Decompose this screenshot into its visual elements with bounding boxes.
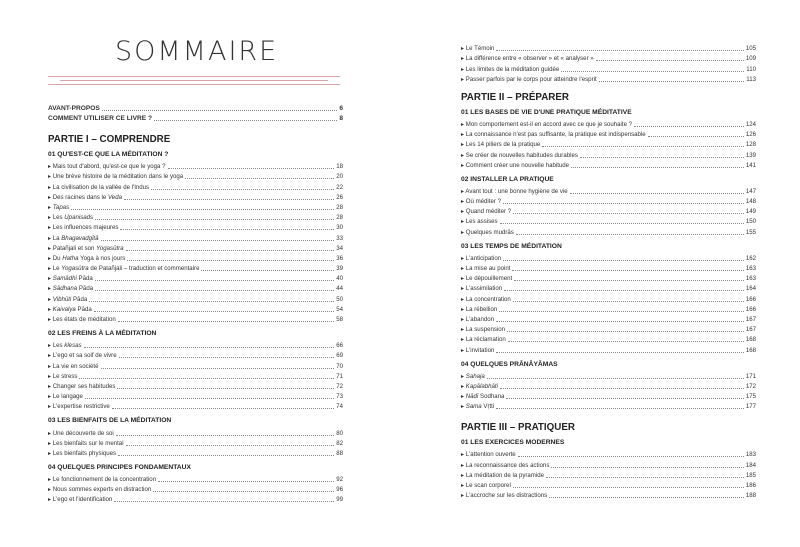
toc-entry[interactable] [461, 160, 756, 170]
dot-leader [561, 71, 744, 72]
toc-page-number: 109 [745, 55, 756, 63]
toc-page-number: 74 [336, 403, 343, 411]
dot-leader [508, 341, 744, 342]
toc-page-number: 66 [336, 342, 343, 350]
part-heading: PARTIE III – PRATIQUER [461, 422, 575, 434]
toc-entry-title: ▸ Sādhana Pāda [48, 285, 94, 293]
dot-leader [514, 280, 744, 281]
toc-entry[interactable] [461, 480, 756, 490]
toc-page-number: 73 [336, 393, 343, 401]
toc-page-number: 184 [745, 461, 756, 469]
toc-page-number: 177 [745, 403, 756, 411]
toc-entry[interactable] [48, 494, 343, 504]
toc-entry-title: ▸ Comment créer une nouvelle habitude [461, 161, 570, 169]
toc-entry[interactable] [48, 212, 343, 222]
dot-leader [85, 398, 334, 399]
dot-leader [168, 168, 335, 169]
toc-page-number: 70 [336, 362, 343, 370]
toc-entry[interactable] [461, 139, 756, 149]
toc-page-number: 110 [746, 65, 756, 73]
toc-entry[interactable] [461, 449, 756, 459]
toc-page-number: 88 [336, 449, 343, 457]
toc-entry-title: ▸ Passer parfois par le corps pour atteindre l'esprit [461, 75, 597, 83]
toc-entry[interactable] [461, 490, 756, 500]
toc-entry[interactable] [48, 448, 343, 458]
dot-leader [94, 311, 334, 312]
dot-leader [89, 301, 334, 302]
toc-entry[interactable] [48, 314, 343, 324]
toc-entry-title: ▸ Le fonctionnement de la concentration [48, 476, 157, 484]
toc-page-number: 166 [745, 295, 756, 303]
toc-entry[interactable] [48, 304, 343, 314]
toc-entry-title: ▸ Nous sommes experts en distraction [48, 486, 152, 494]
toc-entry-title: ▸ Les états de méditation [48, 316, 116, 323]
chapter-heading: 04 QUELQUES PRINCIPES FONDAMENTAUX [48, 463, 191, 471]
toc-entry[interactable] [461, 129, 756, 139]
toc-entry[interactable] [461, 63, 756, 73]
toc-entry[interactable] [461, 43, 756, 53]
toc-entry[interactable] [48, 273, 343, 283]
toc-page-number: 44 [336, 285, 343, 293]
right-toc [461, 43, 756, 500]
toc-entry[interactable] [461, 304, 756, 314]
toc-entry-title: ▸ Sama Vṛtti [461, 403, 495, 411]
toc-entry-title: ▸ L'expertise restrictive [48, 403, 110, 411]
toc-entry[interactable] [48, 438, 343, 448]
toc-entry-title: ▸ Changer ses habitudes [48, 382, 116, 390]
dot-leader [599, 81, 745, 82]
chapter-heading: 01 LES EXERCICES MODERNES [461, 439, 565, 447]
toc-page-number: 26 [336, 193, 343, 201]
dot-leader [500, 388, 744, 389]
toc-entry-title: ▸ Des racines dans le Veda [48, 193, 122, 201]
toc-page-number: 69 [336, 352, 343, 360]
dot-leader [126, 250, 335, 251]
toc-page-number: 30 [336, 224, 343, 232]
part-1-continued [461, 43, 756, 84]
toc-entry[interactable] [48, 253, 343, 263]
toc-entry[interactable] [461, 263, 756, 273]
toc-entry[interactable] [48, 381, 343, 391]
toc-page-number: 20 [336, 173, 343, 181]
toc-entry-title: ▸ Se créer de nouvelles habitudes durables [461, 151, 578, 159]
dot-leader [496, 50, 743, 51]
toc-entry[interactable] [48, 171, 343, 181]
toc-entry[interactable] [48, 263, 343, 273]
toc-page-number: 149 [745, 208, 756, 216]
dot-leader [71, 209, 334, 210]
chapter-heading: 03 LES TEMPS DE MÉDITATION [461, 242, 562, 250]
dot-leader [84, 347, 335, 348]
toc-entry-title: ▸ Mon comportement est-il en accord avec ce que je souhaite ? [461, 120, 633, 128]
toc-entry-title: ▸ Une brève histoire de la méditation dans le yoga [48, 173, 184, 181]
toc-entry[interactable] [461, 74, 756, 84]
part-heading: PARTIE I – COMPRENDRE [48, 134, 171, 145]
dot-leader [118, 455, 334, 456]
toc-entry[interactable] [48, 293, 343, 303]
dot-leader [503, 203, 744, 204]
toc-page-number: 39 [336, 265, 343, 273]
toc-entry-title: ▸ L'assimilation [461, 285, 503, 293]
dot-leader [119, 357, 335, 358]
toc-entry-title: ▸ La Bhagavadgītā [48, 234, 99, 242]
toc-entry-title: ▸ L'accroche sur les distractions [461, 492, 548, 500]
toc-entry[interactable] [461, 391, 756, 401]
dot-leader [507, 331, 744, 332]
toc-entry[interactable] [461, 53, 756, 63]
toc-entry-title: ▸ L'attention ouverte [461, 451, 516, 459]
toc-entry-title: ▸ La différence entre « observer » et « analyser » [461, 55, 594, 63]
toc-entry[interactable] [48, 181, 343, 191]
dot-leader [124, 199, 334, 200]
dot-leader [116, 435, 334, 436]
toc-entry-title: ▸ La vie en société [48, 362, 99, 370]
chapter-heading: 03 LES BIENFAITS DE LA MÉDITATION [48, 417, 172, 425]
toc-entry[interactable] [461, 381, 756, 391]
dot-leader [153, 491, 334, 492]
dot-leader [516, 234, 744, 235]
toc-page-number: 164 [745, 285, 756, 293]
toc-entry[interactable] [461, 283, 756, 293]
page-title: SOMMAIRE [115, 36, 279, 67]
dot-leader [648, 136, 744, 137]
dot-leader [201, 270, 334, 271]
dot-leader [101, 368, 335, 369]
toc-page-number: 155 [745, 228, 756, 236]
toc-page-number: 150 [745, 218, 756, 226]
toc-entry-title: ▸ L'ego et sa soif de vivre [48, 352, 117, 360]
toc-entry[interactable] [461, 196, 756, 206]
toc-entry-title: ▸ Samādhi Pāda [48, 275, 93, 283]
toc-page-number: 168 [745, 336, 756, 344]
toc-page-number: 40 [336, 275, 343, 283]
toc-entry[interactable] [48, 391, 343, 401]
dot-leader [580, 157, 744, 158]
toc-page-number: 171 [745, 372, 756, 380]
toc-page-number: 162 [745, 254, 756, 262]
toc-entry-title: ▸ Nādī Sodhana [461, 393, 505, 401]
dot-leader [513, 301, 744, 302]
dot-leader [496, 408, 744, 409]
toc-entry-title: ▸ Tapas [48, 203, 70, 211]
toc-entry-title: ▸ Où méditer ? [461, 198, 501, 206]
dot-leader [542, 146, 744, 147]
toc-entry-title: ▸ Les limites de la méditation guidée [461, 65, 560, 73]
toc-page-number: 141 [745, 161, 756, 169]
toc-entry-comment-utiliser[interactable]: COMMENT UTILISER CE LIVRE ? 8 [48, 115, 343, 122]
toc-entry-title: ▸ L'ego et l'identification [48, 496, 113, 504]
toc-entry[interactable] [461, 149, 756, 159]
dot-leader [513, 487, 744, 488]
dot-leader [570, 193, 744, 194]
toc-page-number: 124 [745, 120, 756, 128]
toc-entry-title: ▸ La mise au point [461, 265, 511, 272]
dot-leader [546, 477, 744, 478]
toc-entry-title: ▸ Quand méditer ? [461, 208, 512, 216]
toc-entry[interactable] [461, 324, 756, 334]
toc-entry[interactable] [48, 350, 343, 360]
part-2-chapters [461, 109, 756, 412]
toc-entry-title: ▸ Avant tout : une bonne hygiène de vie [461, 187, 568, 195]
toc-entry-title: ▸ Sahaja [461, 372, 485, 380]
toc-page-number: 33 [336, 234, 343, 242]
toc-page-number: 126 [745, 131, 756, 139]
dot-leader [117, 388, 334, 389]
toc-page-number: 167 [745, 315, 756, 323]
toc-page-number: 92 [336, 476, 343, 484]
toc-page-number: 71 [336, 372, 343, 380]
toc-entry-title: ▸ La réclamation [461, 336, 506, 344]
toc-entry-title: ▸ La suspension [461, 326, 506, 334]
toc-page-number: 175 [745, 393, 756, 401]
dot-leader [496, 352, 743, 353]
toc-entry-title: ▸ Quelques mudrās [461, 228, 514, 236]
toc-entry[interactable] [461, 253, 756, 263]
toc-page-number: 163 [745, 275, 756, 283]
part-heading: PARTIE II – PRÉPARER [461, 91, 569, 103]
toc-entry[interactable] [461, 186, 756, 196]
dot-leader [185, 178, 334, 179]
toc-page-number: 96 [336, 486, 343, 494]
toc-entry-title: ▸ Les klesas [48, 342, 82, 350]
chapter-heading: 04 QUELQUES PRĀNĀYĀMAS [461, 360, 558, 368]
dot-leader [79, 378, 334, 379]
toc-entry-title: ▸ Kaivalya Pāda [48, 305, 92, 313]
chapter-heading: 02 INSTALLER LA PRATIQUE [461, 175, 554, 183]
chapter-heading: 01 LES BASES DE VIE D'UNE PRATIQUE MÉDITATIVE [461, 108, 632, 116]
toc-page-number: 163 [745, 265, 756, 272]
toc-entry[interactable] [461, 470, 756, 480]
dot-leader [551, 467, 743, 468]
toc-entry-title: ▸ Patañjali et son Yogasūtra [48, 244, 124, 252]
toc-page-number: 172 [745, 382, 756, 390]
part-3-chapters [461, 439, 756, 500]
toc-entry-title: ▸ Kapālabhāti [461, 382, 498, 390]
toc-entry[interactable] [461, 459, 756, 469]
dot-leader [127, 260, 334, 261]
toc-entry-title: ▸ L'abandon [461, 315, 495, 323]
toc-page-number: 139 [745, 151, 756, 159]
toc-page-number: 18 [336, 163, 343, 171]
dot-leader [101, 240, 335, 241]
dot-leader [114, 501, 334, 502]
toc-entry[interactable] [48, 202, 343, 212]
toc-entry[interactable] [48, 243, 343, 253]
dot-leader [549, 497, 744, 498]
toc-entry[interactable] [461, 119, 756, 129]
toc-entry-title: ▸ La méditation de la pyramide [461, 471, 545, 479]
toc-entry[interactable] [461, 226, 756, 236]
dot-leader [151, 189, 334, 190]
toc-entry[interactable] [48, 232, 343, 242]
toc-entry-title: ▸ La connaissance n'est pas suffisante, la pratique est indispensable [461, 131, 646, 139]
toc-entry[interactable] [461, 371, 756, 381]
toc-entry-title: ▸ Une découverte de soi [48, 429, 114, 437]
title-rule [60, 80, 328, 81]
toc-entry-title: ▸ Le stress [48, 372, 78, 380]
dot-leader [518, 456, 744, 457]
toc-entry[interactable] [461, 334, 756, 344]
toc-page-number: 28 [336, 214, 343, 222]
toc-entry-title: ▸ Le langage [48, 393, 83, 401]
title-rule [48, 84, 340, 85]
toc-page-number: 168 [745, 346, 756, 354]
toc-entry[interactable] [48, 192, 343, 202]
toc-page-number: 147 [745, 187, 756, 195]
toc-entry[interactable] [461, 401, 756, 411]
toc-entry-title: ▸ Du Hatha Yoga à nos jours [48, 254, 126, 262]
toc-page-number: 82 [336, 439, 343, 447]
toc-page-number: 80 [336, 429, 343, 437]
dot-leader [513, 213, 744, 214]
toc-entry-title: ▸ Mais tout d'abord, qu'est-ce que le yoga ? [48, 163, 166, 171]
dot-leader [95, 280, 334, 281]
toc-page-number: 28 [336, 203, 343, 211]
toc-entry-title: ▸ L'anticipation [461, 254, 502, 262]
toc-entry[interactable] [48, 474, 343, 484]
toc-page-number: 183 [745, 451, 756, 459]
toc-page-number: 58 [336, 316, 343, 323]
toc-entry[interactable] [48, 371, 343, 381]
dot-leader [506, 398, 743, 399]
toc-page-number: 113 [746, 75, 756, 83]
toc-entry[interactable] [461, 293, 756, 303]
dot-leader [512, 270, 743, 271]
toc-entry-title: ▸ La reconnaissance des actions [461, 461, 550, 469]
toc-page-number: 36 [336, 254, 343, 262]
toc-page-number: 22 [336, 183, 343, 191]
dot-leader [112, 408, 334, 409]
toc-entry-avant-propos[interactable]: AVANT-PROPOS 6 [48, 105, 343, 112]
chapter-heading: 02 LES FREINS À LA MÉDITATION [48, 330, 157, 337]
dot-leader [499, 311, 744, 312]
toc-page-number: 72 [336, 382, 343, 390]
dot-leader [120, 229, 334, 230]
toc-entry[interactable] [461, 273, 756, 283]
dot-leader [95, 290, 334, 291]
toc-page-number: 105 [745, 45, 756, 53]
toc-page-number: 167 [745, 326, 756, 334]
dot-leader [596, 60, 744, 61]
title-rule [48, 76, 340, 77]
dot-leader [118, 321, 334, 322]
part-1-chapters [48, 151, 343, 504]
toc-entry-title: ▸ Les Upanisads [48, 214, 94, 222]
toc-entry[interactable] [48, 401, 343, 411]
dot-leader [126, 445, 335, 446]
toc-entry-title: ▸ L'invitation [461, 346, 495, 354]
left-toc [48, 103, 343, 504]
toc-entry-title: ▸ Les bienfaits physiques [48, 449, 117, 457]
dot-leader [487, 378, 744, 379]
toc-page-number: 148 [745, 198, 756, 206]
toc-page-number: 166 [745, 305, 756, 313]
dot-leader [500, 223, 744, 224]
toc-page-number: 99 [336, 496, 343, 504]
toc-entry[interactable] [48, 340, 343, 350]
toc-entry-title: ▸ La civilisation de la vallée de l'Indus [48, 183, 150, 191]
dot-leader [496, 321, 744, 322]
toc-page-number: 186 [745, 482, 756, 489]
toc-page-number: 50 [336, 295, 343, 303]
toc-page-number: 128 [745, 141, 756, 149]
dot-leader [158, 481, 334, 482]
toc-entry[interactable] [461, 216, 756, 226]
toc-entry[interactable] [461, 206, 756, 216]
chapter-heading: 01 QU'EST-CE QUE LA MÉDITATION ? [48, 151, 169, 158]
dot-leader [95, 219, 334, 220]
toc-entry[interactable] [48, 161, 343, 171]
toc-entry-title: ▸ Le scan corporel [461, 482, 511, 489]
toc-entry[interactable] [48, 360, 343, 370]
toc-entry-title: ▸ Les 14 piliers de la pratique [461, 141, 541, 149]
toc-entry-title: ▸ Le dépouillement [461, 275, 513, 283]
toc-entry-title: ▸ Le Témoin [461, 45, 495, 53]
toc-page-number: 185 [745, 471, 756, 479]
toc-entry[interactable] [461, 344, 756, 354]
dot-leader [504, 290, 744, 291]
toc-page-number: 188 [745, 492, 756, 500]
dot-leader [571, 167, 744, 168]
toc-entry[interactable] [461, 314, 756, 324]
toc-entry-title: ▸ La concentration [461, 295, 511, 303]
toc-entry-title: ▸ Vibhūti Pāda [48, 295, 88, 303]
toc-entry[interactable] [48, 484, 343, 494]
toc-entry-title: ▸ Les influences majeures [48, 224, 119, 232]
toc-entry-title: ▸ Les bienfaits sur le mental [48, 439, 124, 447]
dot-leader [634, 126, 744, 127]
toc-entry[interactable] [48, 427, 343, 437]
toc-entry-title: ▸ Le Yogasūtra de Patañjali – traduction et commentaire [48, 265, 200, 273]
toc-entry[interactable] [48, 283, 343, 293]
toc-entry-title: ▸ Les assises [461, 218, 498, 226]
dot-leader [503, 260, 744, 261]
toc-entry-title: ▸ La rébellion [461, 305, 498, 313]
toc-entry[interactable] [48, 222, 343, 232]
toc-page-number: 54 [336, 305, 343, 313]
toc-page-number: 34 [336, 244, 343, 252]
